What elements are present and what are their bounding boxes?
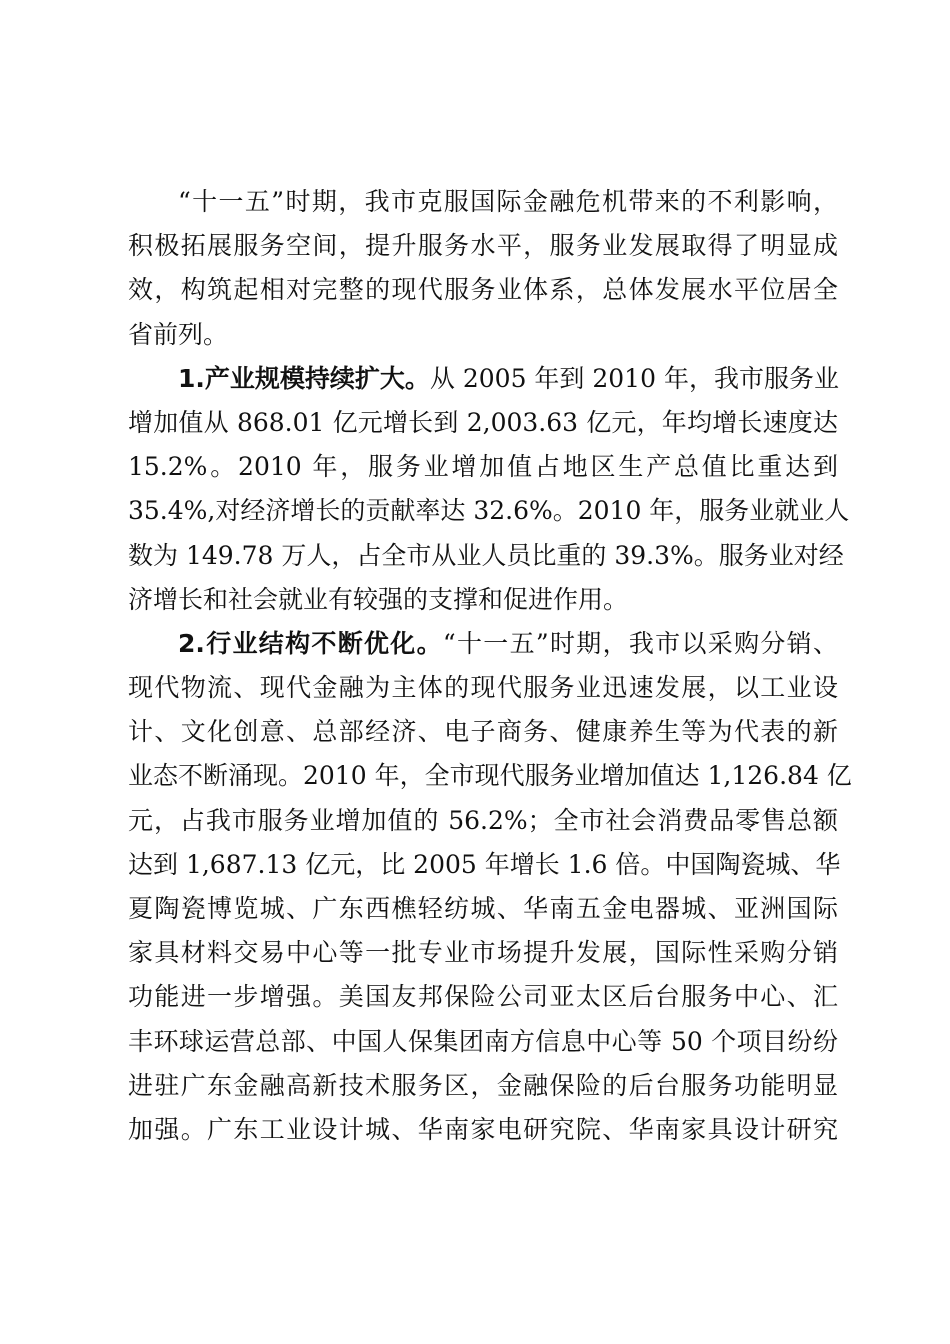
paragraph-3-line-2: 现代物流、现代金融为主体的现代服务业迅速发展，以工业设 (128, 673, 838, 703)
paragraph-3-line-5: 元，占我市服务业增加值的 56.2%；全市社会消费品零售总额 (128, 805, 838, 835)
paragraph-2-line-1-text: 从 2005 年到 2010 年，我市服务业 (429, 363, 839, 393)
paragraph-3-line-11: 进驻广东金融高新技术服务区，金融保险的后台服务功能明显 (128, 1070, 838, 1100)
document-body (128, 180, 852, 1152)
paragraph-2-line-3: 15.2%。2010 年，服务业增加值占地区生产总值比重达到 (128, 452, 838, 482)
paragraph-2-line-1 (128, 357, 838, 401)
paragraph-2-line-5: 数为 149.78 万人，占全市从业人员比重的 39.3%。服务业对经 (128, 540, 844, 570)
paragraph-3-line-10: 丰环球运营总部、中国人保集团南方信息中心等 50 个项目纷纷 (128, 1026, 838, 1056)
section-heading-1: 1.产业规模持续扩大。 (178, 363, 430, 393)
paragraph-1-line-3: 效，构筑起相对完整的现代服务业体系，总体发展水平位居全 (128, 275, 838, 305)
paragraph-3-line-1 (128, 622, 838, 666)
paragraph-3-line-6: 达到 1,687.13 亿元，比 2005 年增长 1.6 倍。中国陶瓷城、华 (128, 849, 841, 879)
paragraph-3-line-1-text: “十一五”时期，我市以采购分销、 (442, 628, 838, 658)
paragraph-3-line-4: 业态不断涌现。2010 年，全市现代服务业增加值达 1,126.84 亿 (128, 761, 852, 791)
paragraph-3-line-9: 功能进一步增强。美国友邦保险公司亚太区后台服务中心、汇 (128, 982, 838, 1012)
paragraph-3-line-3: 计、文化创意、总部经济、电子商务、健康养生等为代表的新 (128, 717, 838, 747)
paragraph-3-line-8: 家具材料交易中心等一批专业市场提升发展，国际性采购分销 (128, 938, 838, 968)
paragraph-1-line-4: 省前列。 (128, 319, 229, 349)
paragraph-3-line-12: 加强。广东工业设计城、华南家电研究院、华南家具设计研究 (128, 1114, 838, 1144)
paragraph-1-line-2: 积极拓展服务空间，提升服务水平，服务业发展取得了明显成 (128, 231, 838, 261)
paragraph-3-line-7: 夏陶瓷博览城、广东西樵轻纺城、华南五金电器城、亚洲国际 (128, 894, 838, 923)
paragraph-2-line-6: 济增长和社会就业有较强的支撑和促进作用。 (128, 584, 629, 614)
paragraph-2-line-4: 35.4%,对经济增长的贡献率达 32.6%。2010 年，服务业就业人 (128, 496, 850, 526)
paragraph-2-line-2: 增加值从 868.01 亿元增长到 2,003.63 亿元，年均增长速度达 (128, 407, 838, 437)
section-heading-2: 2.行业结构不断优化。 (178, 628, 443, 658)
paragraph-1-line-1: “十一五”时期，我市克服国际金融危机带来的不利影响， (178, 187, 838, 216)
